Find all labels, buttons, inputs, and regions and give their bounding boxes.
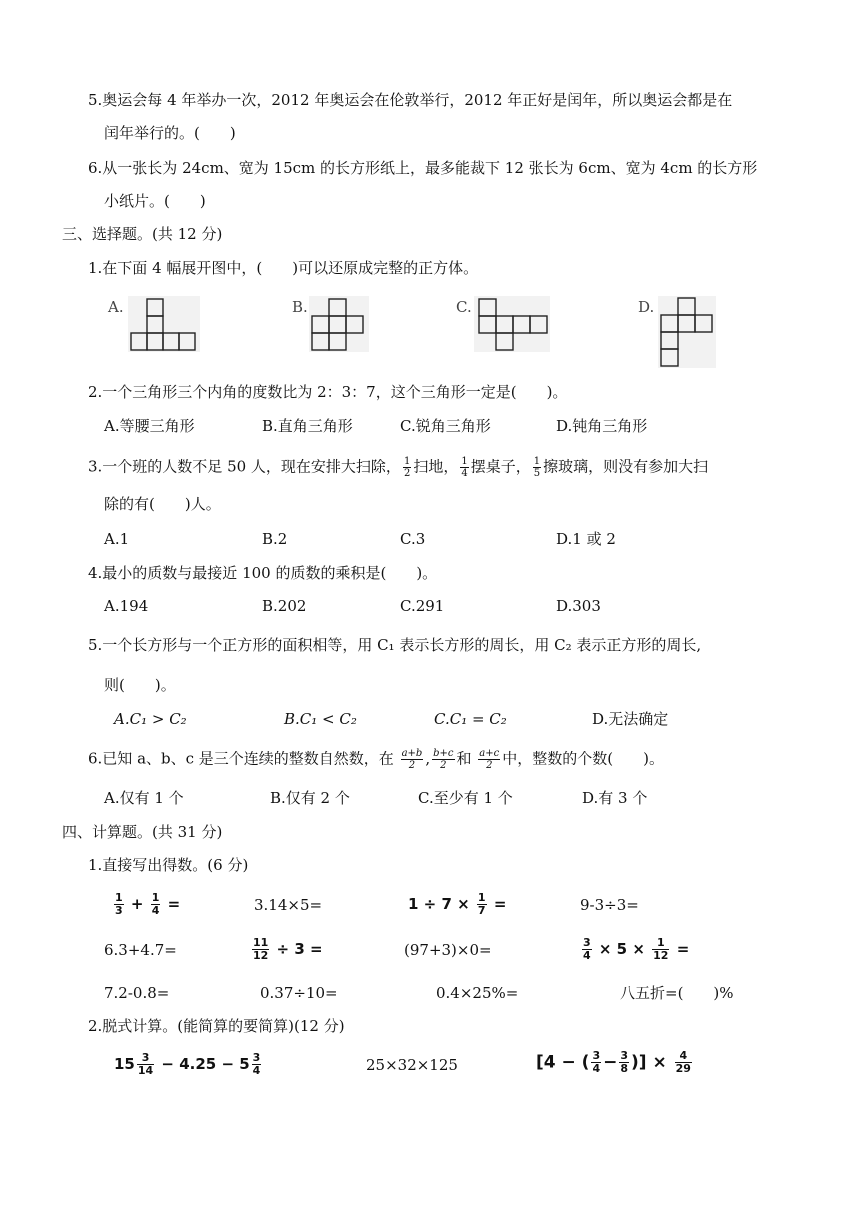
calc-expr-11: 0.4×25%= xyxy=(436,984,519,1002)
calc-step-expr-2: 25×32×125 xyxy=(366,1056,458,1074)
choice-q6-text: 6.已知 a、b、c 是三个连续的整数自然数，在 $\frac{a+b}{2}$ , $\frac{b+c}{2}$ 和 $\frac{a+c}{2}$ 中，整数的个数( )。 xyxy=(88,748,664,771)
choice-q5-option-a: A.C₁ > C₂ xyxy=(114,710,187,728)
calc-expr-1: $\frac{1}{3}$ + $\frac{1}{4}$ = xyxy=(115,891,181,917)
fraction: $\frac{b+c}{2}$ xyxy=(433,748,454,771)
calc-expr-3: 1 ÷ 7 × $\frac{1}{7}$ = xyxy=(408,891,507,917)
fraction: $\frac{1}{5}$ xyxy=(533,456,541,479)
calc-expr-6: $\frac{11}{12}$ ÷ 3 = xyxy=(253,936,323,962)
choice-q5-option-d: D.无法确定 xyxy=(592,710,669,728)
fraction: $\frac{3}{4}$ xyxy=(252,1051,261,1077)
choice-q5-line2: 则( )。 xyxy=(104,676,176,694)
fraction: $\frac{1}{4}$ xyxy=(461,456,468,479)
calc-expr-7: (97+3)×0= xyxy=(404,941,492,959)
judge-q6-line2: 小纸片。( ) xyxy=(104,192,206,210)
calc-expr-10: 0.37÷10= xyxy=(260,984,338,1002)
calc-expr-2: 3.14×5= xyxy=(254,896,323,914)
calc-q1-title: 1.直接写出得数。(6 分) xyxy=(88,856,249,874)
net-d-label: D. xyxy=(638,298,655,316)
choice-q2-option-a: A.等腰三角形 xyxy=(104,417,195,435)
choice-q3-option-c: C.3 xyxy=(400,530,426,548)
net-b-diagram xyxy=(309,296,369,352)
choice-q3-option-d: D.1 或 2 xyxy=(556,530,616,548)
section-4-title: 四、计算题。(共 31 分) xyxy=(62,823,223,841)
choice-q6-option-a: A.仅有 1 个 xyxy=(104,789,184,807)
choice-q3-option-b: B.2 xyxy=(262,530,288,548)
net-c-label: C. xyxy=(456,298,472,316)
fraction: $\frac{4}{29}$ xyxy=(675,1049,691,1075)
fraction: $\frac{1}{7}$ xyxy=(477,891,486,917)
net-c-diagram xyxy=(474,296,550,352)
choice-q2-text: 2.一个三角形三个内角的度数比为 2：3：7，这个三角形一定是( )。 xyxy=(88,383,568,401)
choice-q4-text: 4.最小的质数与最接近 100 的质数的乘积是( )。 xyxy=(88,564,438,582)
choice-q2-option-b: B.直角三角形 xyxy=(262,417,353,435)
net-a-label: A. xyxy=(108,298,124,316)
judge-q6-line1: 6.从一张长为 24cm、宽为 15cm 的长方形纸上，最多能裁下 12 张长为 6cm、宽为 4cm 的长方形 xyxy=(88,159,758,177)
fraction: $\frac{1}{3}$ xyxy=(115,891,123,917)
choice-q4-option-a: A.194 xyxy=(104,597,149,615)
fraction: $\frac{3}{8}$ xyxy=(620,1049,629,1075)
fraction: $\frac{3}{4}$ xyxy=(583,936,591,962)
choice-q5-option-b: B.C₁ < C₂ xyxy=(284,710,357,728)
choice-q4-option-d: D.303 xyxy=(556,597,601,615)
calc-expr-5: 6.3+4.7= xyxy=(104,941,177,959)
calc-expr-4: 9-3÷3= xyxy=(580,896,639,914)
choice-q3-line2: 除的有( )人。 xyxy=(104,495,221,513)
fraction: $\frac{a+c}{2}$ xyxy=(479,748,500,771)
section-3-title: 三、选择题。(共 12 分) xyxy=(62,225,223,243)
choice-q6-option-c: C.至少有 1 个 xyxy=(418,789,513,807)
choice-q6-option-b: B.仅有 2 个 xyxy=(270,789,350,807)
calc-step-expr-1: 15 $\frac{3}{14}$ − 4.25 − 5 $\frac{3}{4}$ xyxy=(114,1051,261,1077)
choice-q5-line1: 5.一个长方形与一个正方形的面积相等，用 C₁ 表示长方形的周长，用 C₂ 表示正方形的周长, xyxy=(88,636,702,654)
choice-q5-option-c: C.C₁ = C₂ xyxy=(434,710,507,728)
choice-q2-option-c: C.锐角三角形 xyxy=(400,417,491,435)
fraction: $\frac{1}{12}$ xyxy=(653,936,669,962)
net-d-diagram xyxy=(658,296,716,368)
choice-q2-option-d: D.钝角三角形 xyxy=(556,417,648,435)
choice-q3-line1: 3.一个班的人数不足 50 人，现在安排大扫除， $\frac{1}{2}$ 扫地， $\frac{1}{4}$ 摆桌子， $\frac{1}{5}$ 擦玻璃，则没有参加大扫 xyxy=(88,456,709,479)
calc-step-expr-3: [4 − ( $\frac{3}{4}$ − $\frac{3}{8}$ )] × $\frac{4}{29}$ xyxy=(536,1049,691,1075)
judge-q5-line1: 5.奥运会每 4 年举办一次，2012 年奥运会在伦敦举行，2012 年正好是闰年，所以奥运会都是在 xyxy=(88,91,733,109)
fraction: $\frac{1}{4}$ xyxy=(151,891,160,917)
choice-q4-option-b: B.202 xyxy=(262,597,307,615)
fraction: $\frac{1}{2}$ xyxy=(403,456,411,479)
fraction: $\frac{a+b}{2}$ xyxy=(401,748,423,771)
net-b-label: B. xyxy=(292,298,308,316)
fraction: $\frac{11}{12}$ xyxy=(253,936,269,962)
judge-q5-line2: 闰年举行的。( ) xyxy=(104,124,236,142)
calc-expr-8: $\frac{3}{4}$ × 5 × $\frac{1}{12}$ = xyxy=(583,936,690,962)
choice-q4-option-c: C.291 xyxy=(400,597,445,615)
fraction: $\frac{3}{14}$ xyxy=(137,1051,154,1077)
calc-q2-title: 2.脱式计算。(能简算的要简算)(12 分) xyxy=(88,1017,345,1035)
calc-expr-9: 7.2-0.8= xyxy=(104,984,170,1002)
choice-q3-option-a: A.1 xyxy=(104,530,130,548)
fraction: $\frac{3}{4}$ xyxy=(592,1049,601,1075)
choice-q1-text: 1.在下面 4 幅展开图中，( )可以还原成完整的正方体。 xyxy=(88,259,479,277)
calc-expr-12: 八五折=( )% xyxy=(620,984,734,1002)
net-a-diagram xyxy=(128,296,200,352)
choice-q6-option-d: D.有 3 个 xyxy=(582,789,648,807)
